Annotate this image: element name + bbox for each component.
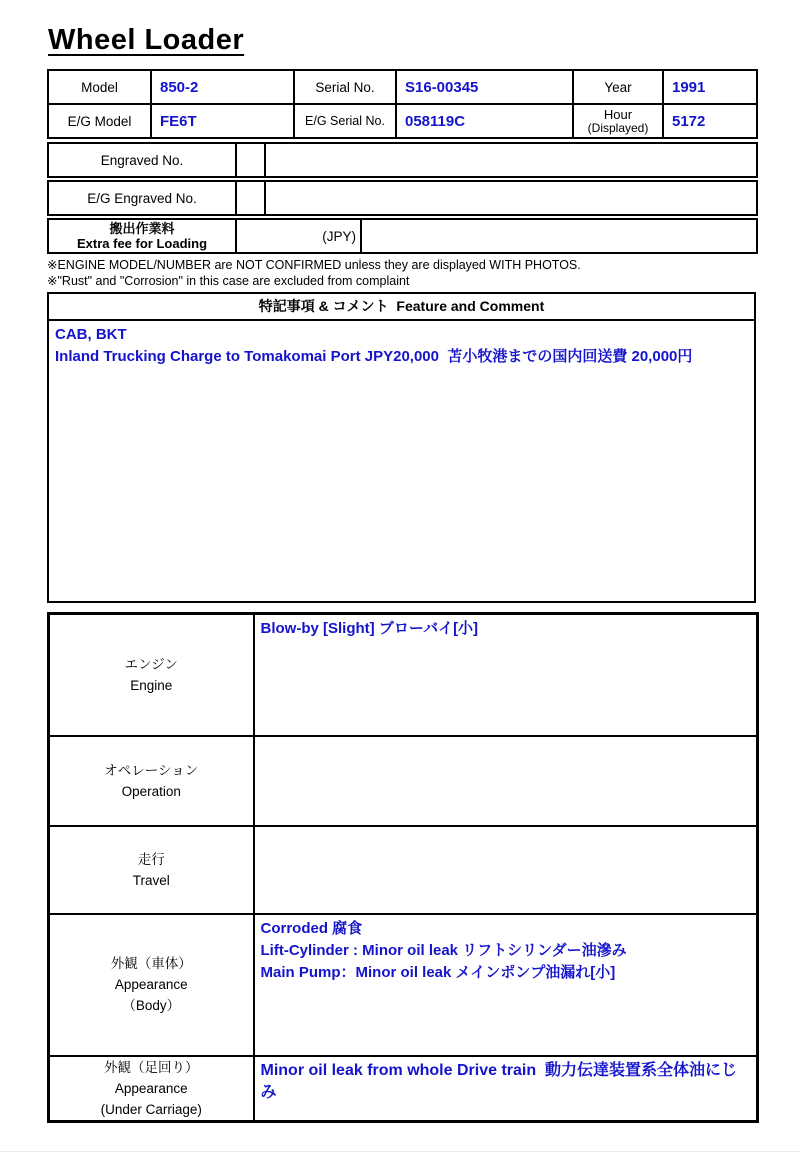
inspection-row-operation [49,736,758,826]
serial-no-label: Serial No. [294,70,396,104]
model-label: Model [48,70,151,104]
travel-label [49,826,254,914]
appearance-undercarriage-remarks: Minor oil leak from whole Drive train 動力伝達装置系全体油にじみ [254,1056,758,1122]
inspection-row-travel [49,826,758,914]
note-engine-model: ※ENGINE MODEL/NUMBER are NOT CONFIRMED unless they are displayed WITH PHOTOS. [47,258,581,272]
hour-label-sub: (Displayed) [587,120,649,135]
appearance-body-label-en2: （Body） [122,998,181,1013]
appearance-body-label [49,914,254,1056]
serial-no-value: S16-00345 [396,70,573,104]
engraved-no-value [265,143,757,177]
page-title: Wheel Loader [48,24,245,56]
operation-label [49,736,254,826]
info-row-2 [48,104,757,138]
extra-fee-label-en: Extra fee for Loading [76,236,208,251]
extra-fee-label [48,219,236,253]
page-bottom-edge [0,1151,800,1152]
hour-label [573,104,663,138]
info-row-1 [48,70,757,104]
appearance-undercarriage-label-en2: (Under Carriage) [100,1101,202,1117]
extra-fee-label-jp: 搬出作業料 [109,221,175,236]
machine-info-table [47,69,758,139]
appearance-undercarriage-label-en: Appearance [114,1080,188,1096]
inspection-row-appearance-undercarriage [49,1056,758,1122]
eg-engraved-no-table [47,180,758,216]
engraved-no-row [48,143,757,177]
engraved-no-label: Engraved No. [48,143,236,177]
engraved-no-check-cell [236,143,265,177]
eg-engraved-no-label: E/G Engraved No. [48,181,236,215]
eg-model-label: E/G Model [48,104,151,138]
eg-engraved-no-check-cell [236,181,265,215]
appearance-body-remarks: Corroded 腐食 Lift-Cylinder : Minor oil leak リフトシリンダー油滲み Main Pump：Minor oil leak メインポンプ油漏れ[小] [254,914,758,1056]
feature-comment-box [47,292,756,603]
engraved-no-table [47,142,758,178]
appearance-undercarriage-label [49,1056,254,1122]
engine-label [49,614,254,736]
travel-remarks [254,826,758,914]
extra-fee-row [48,219,757,253]
feature-comment-body: CAB, BKT Inland Trucking Charge to Tomakomai Port JPY20,000 苫小牧港までの国内回送費 20,000円 [55,326,693,365]
inspection-row-engine [49,614,758,736]
eg-engraved-no-value [265,181,757,215]
eg-serial-no-value: 058119C [396,104,573,138]
extra-fee-table [47,218,758,254]
travel-label-en: Travel [132,872,170,888]
eg-serial-no-label: E/G Serial No. [294,104,396,138]
document-page [47,24,756,1123]
operation-remarks [254,736,758,826]
disclaimer-notes [47,258,756,289]
engine-label-en: Engine [130,677,173,693]
engine-remarks: Blow-by [Slight] ブローバイ[小] [254,614,758,736]
year-label: Year [573,70,663,104]
inspection-table [47,612,759,1123]
hour-label-main: Hour [603,106,633,122]
operation-label-en: Operation [121,783,181,799]
appearance-body-label-en: Appearance [114,977,188,992]
eg-engraved-no-row [48,181,757,215]
note-rust-corrosion: ※"Rust" and "Corrosion" in this case are excluded from complaint [47,273,410,288]
extra-fee-value [361,219,757,253]
hour-value: 5172 [663,104,757,138]
appearance-body-label-jp: 外観（車体） [110,956,192,971]
appearance-undercarriage-label-jp: 外観（足回り） [104,1059,199,1075]
year-value: 1991 [663,70,757,104]
inspection-row-appearance-body [49,914,758,1056]
extra-fee-currency: (JPY) [236,219,361,253]
operation-label-jp: オペレーション [104,762,199,778]
model-value: 850-2 [151,70,294,104]
travel-label-jp: 走行 [137,851,165,867]
eg-model-value: FE6T [151,104,294,138]
feature-comment-header: 特記事項 & コメント Feature and Comment [49,294,754,321]
engine-label-jp: エンジン [124,656,178,672]
